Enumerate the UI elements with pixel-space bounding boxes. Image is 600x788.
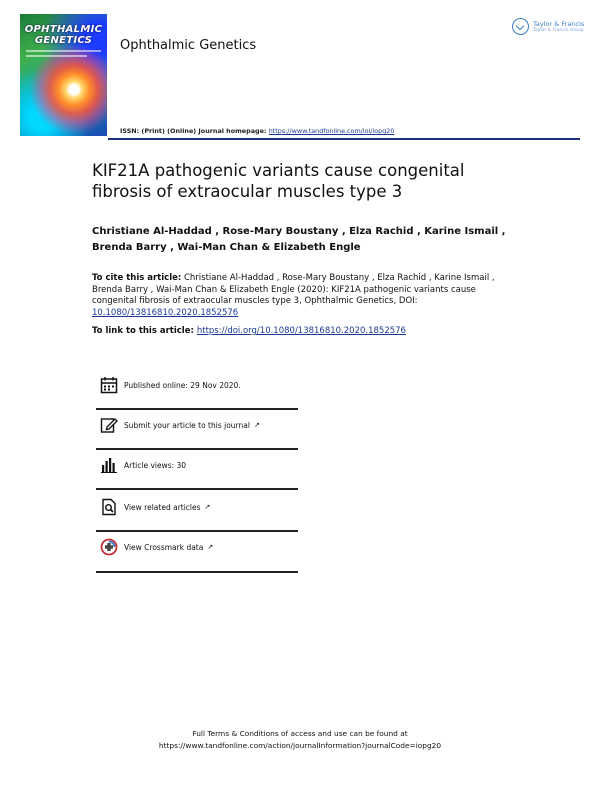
external-link-icon: ↗ — [253, 421, 260, 429]
edit-icon — [100, 416, 118, 434]
published-online-text: Published online: 29 Nov 2020. — [124, 381, 241, 390]
crossmark-text[interactable] — [124, 543, 213, 552]
divider — [96, 408, 298, 410]
footer-line-1: Full Terms & Conditions of access and use can be found at — [192, 729, 408, 738]
divider — [96, 448, 298, 450]
crossmark-row[interactable] — [96, 534, 298, 564]
divider — [96, 488, 298, 490]
article-authors: Christiane Al-Haddad , Rose-Mary Boustany , Elza Rachid , Karine Ismail , Brenda Barry , Wai-Man Chan & Elizabeth Engle — [92, 226, 506, 253]
issn-label: ISSN: (Print) (Online) Journal homepage: — [120, 127, 269, 135]
article-views-text: Article views: 30 — [124, 461, 187, 470]
related-articles-text[interactable] — [124, 503, 210, 512]
journal-homepage-link[interactable]: https://www.tandfonline.com/loi/iopg20 — [268, 127, 395, 135]
related-articles-row[interactable] — [96, 494, 298, 524]
citation-label: To cite this article: — [92, 273, 182, 283]
publisher-logo-subtext: Taylor & Francis Group — [533, 28, 584, 33]
citation-doi-link[interactable]: 10.1080/13816810.2020.1852576 — [92, 307, 239, 318]
article-views-row — [96, 452, 298, 482]
article-link-line — [92, 326, 512, 336]
cover-title-line2: GENETICS — [34, 35, 93, 46]
article-link-label: To link to this article: — [92, 326, 197, 336]
article-doi-link[interactable]: https://doi.org/10.1080/13816810.2020.1852576 — [196, 326, 406, 336]
bar-chart-icon — [100, 456, 118, 474]
publisher-logo-icon — [512, 18, 529, 35]
citation-text: Christiane Al-Haddad , Rose-Mary Boustany , Elza Rachid , Karine Ismail , Brenda Barry , Wai-Man Chan & Elizabeth Engle (2020): KIF21A pathogenic variants cause congenital fibrosis of extraocular muscles type 3, Ophthalmic Genetics, DOI: — [92, 273, 495, 306]
issn-line — [120, 127, 394, 135]
citation-block — [92, 273, 512, 319]
calendar-icon — [100, 376, 118, 394]
document-search-icon — [100, 498, 118, 516]
divider — [96, 571, 298, 573]
footer-terms — [0, 728, 600, 752]
submit-article-row[interactable] — [96, 412, 298, 442]
publisher-logo[interactable] — [512, 15, 584, 39]
cover-stripe — [26, 55, 87, 57]
publisher-logo-text: Taylor & Francis — [533, 20, 585, 28]
external-link-icon: ↗ — [207, 543, 214, 551]
external-link-icon: ↗ — [204, 503, 211, 511]
crossmark-label: View Crossmark data — [124, 543, 204, 552]
cover-stripe — [26, 50, 101, 52]
related-articles-label: View related articles — [124, 503, 201, 512]
article-title: KIF21A pathogenic variants cause congenital fibrosis of extraocular muscles type 3 — [92, 161, 465, 201]
divider — [96, 530, 298, 532]
cover-title — [20, 24, 107, 46]
cover-title-line1: OPHTHALMIC — [24, 24, 103, 35]
submit-article-text[interactable] — [124, 421, 260, 430]
header-rule — [108, 138, 580, 140]
submit-article-label: Submit your article to this journal — [124, 421, 250, 430]
published-online-row — [96, 372, 298, 402]
journal-cover-image — [20, 14, 107, 136]
footer-terms-link[interactable]: https://www.tandfonline.com/action/journalInformation?journalCode=iopg20 — [158, 741, 442, 750]
crossmark-icon — [100, 538, 118, 556]
journal-name: Ophthalmic Genetics — [120, 38, 257, 53]
